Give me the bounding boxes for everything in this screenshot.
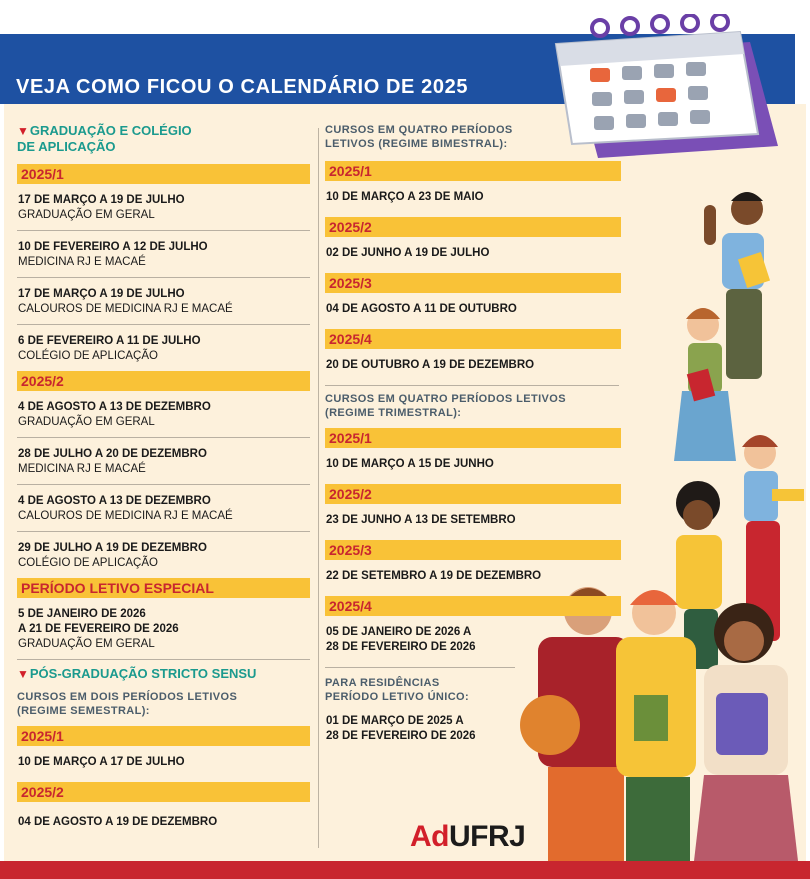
entry-date: A 21 DE FEVEREIRO DE 2026 [18, 623, 179, 635]
list-item [17, 278, 310, 325]
entry-date: 10 DE MARÇO A 17 DE JULHO [18, 756, 185, 768]
term-bar: 2025/3 [325, 273, 621, 293]
regime-line: CURSOS EM QUATRO PERÍODOS LETIVOS [325, 393, 566, 405]
list-item [17, 532, 310, 578]
entry-date: 04 DE AGOSTO A 19 DE DEZEMBRO [18, 816, 218, 828]
list-item [325, 293, 621, 329]
entry-date: 28 DE JULHO A 20 DE DEZEMBRO [18, 448, 207, 460]
entry-date: 10 DE FEVEREIRO A 12 DE JULHO [18, 241, 208, 253]
list-item [325, 237, 621, 273]
red-down-triangle-icon: ▼ [17, 124, 29, 138]
entry-date: 04 DE AGOSTO A 11 DE OUTUBRO [326, 303, 517, 315]
entry-date: 6 DE FEVEREIRO A 11 DE JULHO [18, 335, 201, 347]
term-bar: 2025/2 [325, 484, 621, 504]
entry-date: 22 DE SETEMBRO A 19 DE DEZEMBRO [326, 570, 542, 582]
bottom-bar [0, 861, 810, 879]
regime-line: CURSOS EM QUATRO PERÍODOS [325, 124, 513, 136]
regime-line: (REGIME TRIMESTRAL): [325, 407, 462, 419]
term-bar: 2025/4 [325, 596, 621, 616]
list-item [17, 391, 310, 438]
entry-desc: GRADUAÇÃO EM GERAL [18, 416, 155, 428]
regime-line: CURSOS EM DOIS PERÍODOS LETIVOS [17, 691, 238, 703]
entry-desc: MEDICINA RJ E MACAÉ [18, 463, 146, 475]
entry-desc: GRADUAÇÃO EM GERAL [18, 638, 155, 650]
list-item [325, 560, 621, 596]
list-item [17, 325, 310, 371]
list-item [325, 704, 621, 756]
right-column [325, 123, 621, 756]
logo-part: Ad [410, 820, 449, 853]
term-bar: 2025/1 [325, 428, 621, 448]
regime-heading [17, 690, 310, 718]
entry-date: 10 DE MARÇO A 15 DE JUNHO [326, 458, 494, 470]
term-bar: 2025/4 [325, 329, 621, 349]
entry-date: 02 DE JUNHO A 19 DE JULHO [326, 247, 490, 259]
section-heading-graduacao [17, 123, 310, 154]
regime-heading [325, 676, 621, 704]
term-bar: 2025/1 [17, 164, 310, 184]
entry-desc: COLÉGIO DE APLICAÇÃO [18, 557, 158, 569]
term-bar: 2025/2 [325, 217, 621, 237]
list-item [17, 598, 310, 660]
entry-date: 28 DE FEVEREIRO DE 2026 [326, 641, 476, 653]
regime-heading [325, 392, 621, 420]
list-item [325, 504, 621, 540]
regime-line: PARA RESIDÊNCIAS [325, 677, 440, 689]
entry-date: 10 DE MARÇO A 23 DE MAIO [326, 191, 484, 203]
entry-date: 29 DE JULHO A 19 DE DEZEMBRO [18, 542, 207, 554]
heading-line: PÓS-GRADUAÇÃO STRICTO SENSU [29, 666, 257, 681]
entry-date: 5 DE JANEIRO DE 2026 [18, 608, 146, 620]
left-column [17, 123, 310, 842]
logo-part: UFRJ [449, 820, 526, 853]
regime-line: (REGIME SEMESTRAL): [17, 705, 150, 717]
list-item [17, 231, 310, 278]
regime-line: LETIVOS (REGIME BIMESTRAL): [325, 138, 508, 150]
entry-desc: COLÉGIO DE APLICAÇÃO [18, 350, 158, 362]
regime-line: PERÍODO LETIVO ÚNICO: [325, 691, 470, 703]
term-bar: 2025/2 [17, 782, 310, 802]
red-down-triangle-icon: ▼ [17, 667, 29, 681]
list-item [17, 802, 310, 842]
entry-date: 28 DE FEVEREIRO DE 2026 [326, 730, 476, 742]
list-item [17, 485, 310, 532]
list-item [17, 438, 310, 485]
term-bar: 2025/1 [17, 726, 310, 746]
entry-date: 4 DE AGOSTO A 13 DE DEZEMBRO [18, 495, 211, 507]
entry-desc: MEDICINA RJ E MACAÉ [18, 256, 146, 268]
list-item [325, 181, 621, 217]
term-bar: 2025/2 [17, 371, 310, 391]
list-item [325, 616, 515, 668]
entry-date: 17 DE MARÇO A 19 DE JULHO [18, 288, 185, 300]
term-bar: 2025/1 [325, 161, 621, 181]
entry-date: 05 DE JANEIRO DE 2026 A [326, 626, 472, 638]
list-item [17, 746, 310, 782]
page-title: VEJA COMO FICOU O CALENDÁRIO DE 2025 [16, 76, 469, 98]
list-item [17, 184, 310, 231]
entry-desc: GRADUAÇÃO EM GERAL [18, 209, 155, 221]
entry-date: 23 DE JUNHO A 13 DE SETEMBRO [326, 514, 516, 526]
column-divider [318, 128, 319, 848]
entry-date: 20 DE OUTUBRO A 19 DE DEZEMBRO [326, 359, 535, 371]
heading-line: GRADUAÇÃO E COLÉGIO [29, 123, 192, 138]
list-item [325, 448, 621, 484]
entry-date: 01 DE MARÇO DE 2025 A [326, 715, 464, 727]
entry-desc: CALOUROS DE MEDICINA RJ E MACAÉ [18, 303, 233, 315]
entry-date: 4 DE AGOSTO A 13 DE DEZEMBRO [18, 401, 211, 413]
list-item [325, 349, 619, 386]
adufrj-logo [410, 820, 525, 854]
entry-desc: CALOUROS DE MEDICINA RJ E MACAÉ [18, 510, 233, 522]
term-bar: 2025/3 [325, 540, 621, 560]
regime-heading [325, 123, 621, 151]
heading-line: DE APLICAÇÃO [17, 139, 116, 154]
term-bar-especial: PERÍODO LETIVO ESPECIAL [17, 578, 310, 598]
entry-date: 17 DE MARÇO A 19 DE JULHO [18, 194, 185, 206]
section-heading-pos [17, 666, 310, 682]
